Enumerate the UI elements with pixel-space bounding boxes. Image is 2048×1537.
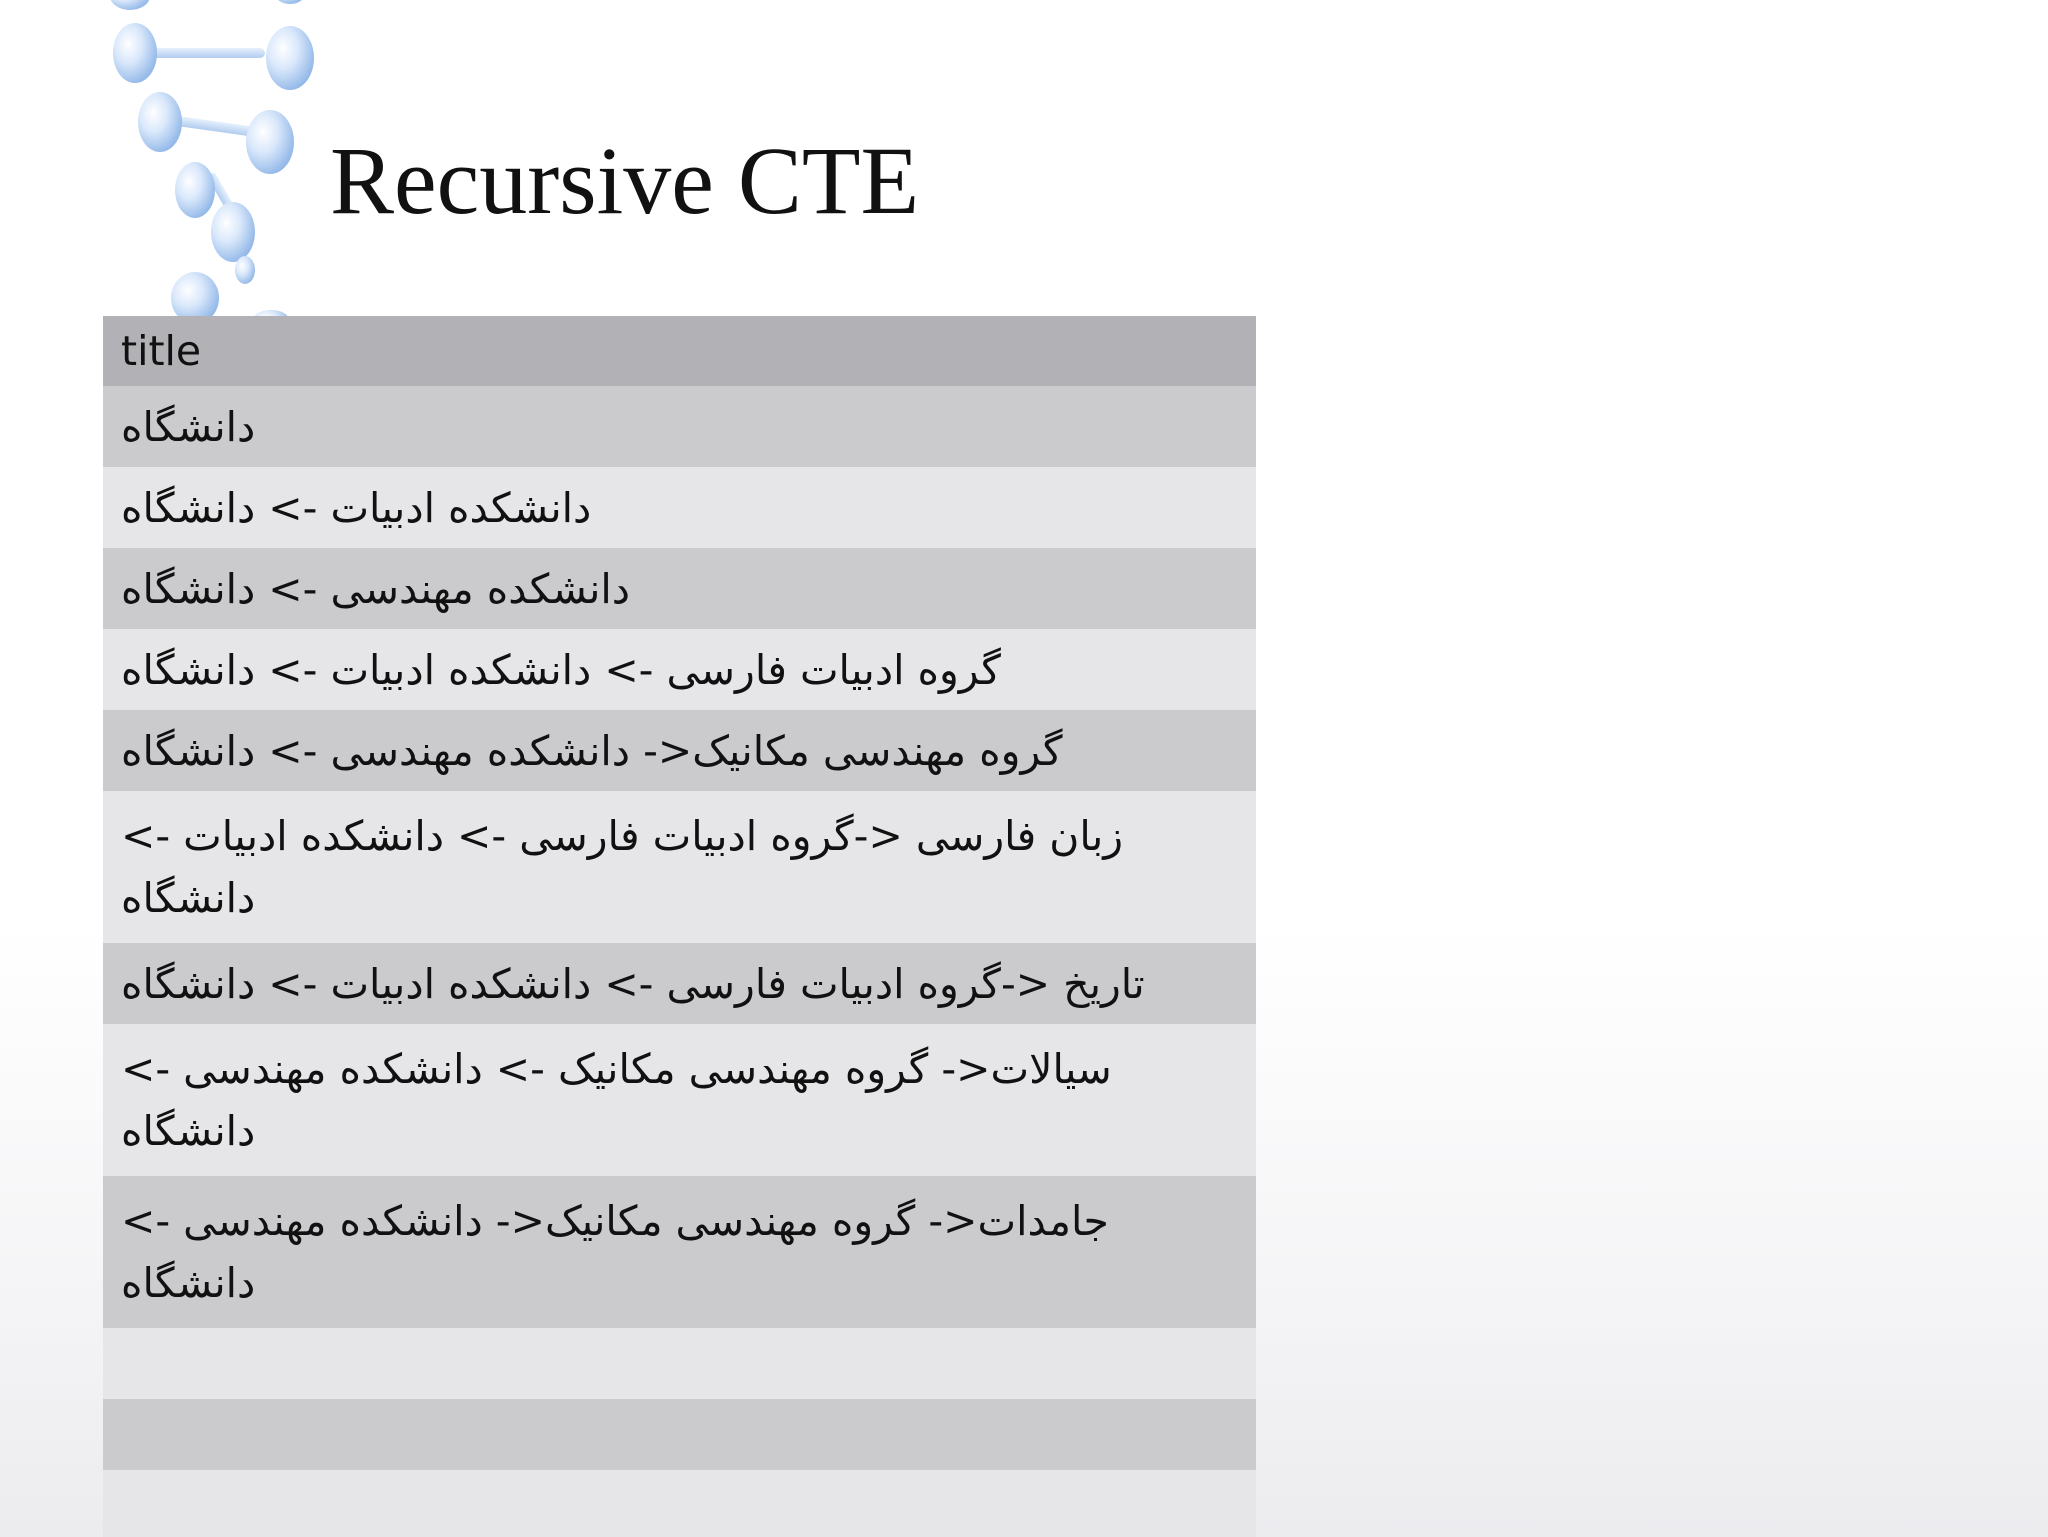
cell-text: گروه مهندسی مکانیک<- دانشکده مهندسی -> دانشگاه — [121, 726, 1063, 775]
table-row — [103, 791, 1256, 943]
cell-text: سیالات<- گروه مهندسی مکانیک -> دانشکده مهندسی -> دانشگاه — [121, 1045, 1112, 1155]
cell-text: جامدات<- گروه مهندسی مکانیک<- دانشکده مهندسی -> دانشگاه — [121, 1197, 1109, 1307]
table-cell — [103, 1176, 1256, 1328]
table-cell — [103, 1399, 1256, 1470]
table-row — [103, 710, 1256, 791]
table-cell — [103, 710, 1256, 791]
table-row — [103, 1470, 1256, 1537]
cell-text: دانشگاه — [121, 402, 256, 451]
column-header-title: title — [103, 316, 1256, 386]
molecule-decoration-icon — [95, 0, 335, 320]
table-row — [103, 1024, 1256, 1176]
table-row — [103, 1399, 1256, 1470]
table-row — [103, 1328, 1256, 1399]
slide-title: Recursive CTE — [330, 127, 920, 234]
table-row — [103, 943, 1256, 1024]
cell-text: دانشکده ادبیات -> دانشگاه — [121, 483, 592, 532]
table-cell — [103, 548, 1256, 629]
cell-text: زبان فارسی <-گروه ادبیات فارسی -> دانشکده ادبیات -> دانشگاه — [121, 812, 1124, 922]
table-cell — [103, 467, 1256, 548]
table-cell — [103, 791, 1256, 943]
table-cell — [103, 943, 1256, 1024]
table-row — [103, 467, 1256, 548]
result-table-container — [103, 316, 1256, 1537]
cell-text: دانشکده مهندسی -> دانشگاه — [121, 564, 631, 613]
table-cell — [103, 629, 1256, 710]
result-table — [103, 316, 1256, 1537]
table-row — [103, 629, 1256, 710]
table-row — [103, 548, 1256, 629]
table-cell — [103, 1328, 1256, 1399]
table-cell — [103, 1470, 1256, 1537]
table-row — [103, 1176, 1256, 1328]
cell-text: گروه ادبیات فارسی -> دانشکده ادبیات -> دانشگاه — [121, 645, 1001, 694]
table-cell — [103, 1024, 1256, 1176]
table-header-row — [103, 316, 1256, 386]
table-cell — [103, 386, 1256, 467]
table-row — [103, 386, 1256, 467]
cell-text: تاریخ <-گروه ادبیات فارسی -> دانشکده ادبیات -> دانشگاه — [121, 959, 1145, 1008]
